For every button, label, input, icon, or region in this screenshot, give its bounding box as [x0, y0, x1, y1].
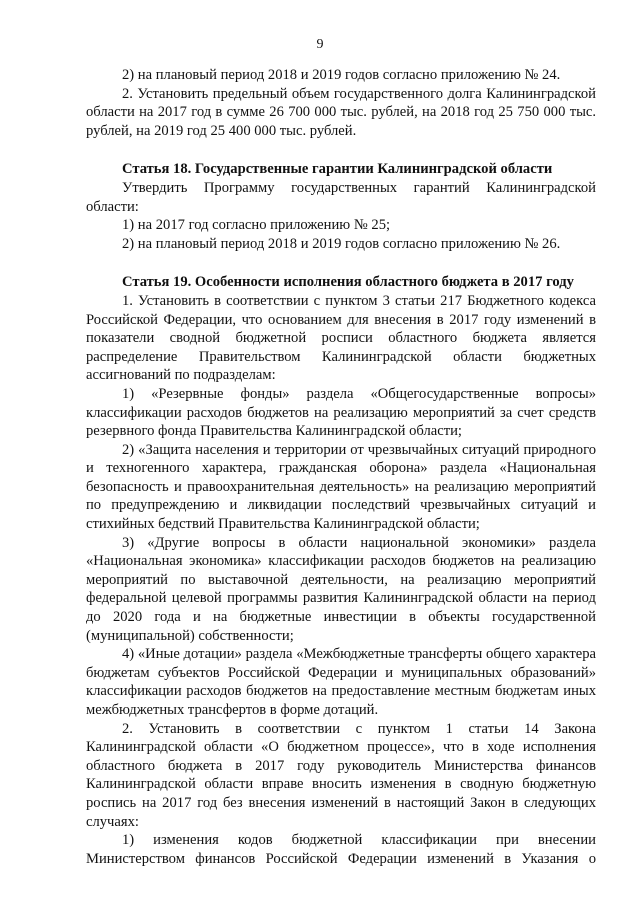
document-body — [86, 66, 596, 868]
article-heading: Статья 18. Государственные гарантии Калининградской области — [122, 161, 553, 178]
section-spacer — [86, 140, 596, 160]
article-heading: Статья 19. Особенности исполнения областного бюджета в 2017 году — [122, 274, 574, 291]
section-spacer — [86, 253, 596, 273]
paragraph: 2) на плановый период 2018 и 2019 годов согласно приложению № 24. — [122, 67, 561, 83]
paragraph: 4) «Иные дотации» раздела «Межбюджетные трансферты общего характера бюджетам субъектов Российской Федерации и муниципальных образований» классификации расходов бюджетов на предоставление местным бюджетам иных межбюджетных трансфертов в форме дотаций. — [86, 646, 596, 718]
page-number: 9 — [316, 37, 324, 52]
paragraph: 1) на 2017 год согласно приложению № 25; — [122, 217, 391, 234]
paragraph: 1) изменения кодов бюджетной классификации при внесении Министерством финансов Российской Федерации изменений в Указания о — [86, 832, 596, 867]
paragraph: 2. Установить предельный объем государственного долга Калининградской области на 2017 год в сумме 26 700 000 тыс. рублей, на 2018 год 25 750 000 тыс. рублей, на 2019 год 25 400 000 тыс. рублей. — [86, 85, 596, 139]
paragraph: 1) «Резервные фонды» раздела «Общегосударственные вопросы» классификации расходов бюджетов на реализацию мероприятий за счет средств резервного фонда Правительства Калининградской области; — [86, 385, 596, 440]
paragraph: 2) «Защита населения и территории от чрезвычайных ситуаций природного и техногенного характера, гражданская оборона» раздела «Национальная безопасность и правоохранительная деятельность» на реализацию мероприятий по предупреждению и ликвидации последствий чрезвычайных ситуаций и стихийных бедствий Правительства Калининградской области; — [86, 441, 596, 533]
paragraph: 3) «Другие вопросы в области национальной экономики» раздела «Национальная экономика» классификации расходов бюджетов на реализацию мероприятий по выставочной деятельности, на реализацию мероприятий федеральной целевой программы развития Калининградской области на период до 2020 года и на бюджетные инвестиции в объекты государственной (муниципальной) собственности; — [86, 534, 596, 644]
paragraph: 2. Установить в соответствии с пунктом 1 статьи 14 Закона Калининградской области «О бюджетном процессе», что в ходе исполнения областного бюджета в 2017 году руководитель Министерства финансов Калининградской области вправе вносить изменения в сводную бюджетную роспись на 2017 год без внесения изменений в настоящий Закон в следующих случаях: — [86, 720, 596, 830]
paragraph: 2) на плановый период 2018 и 2019 годов согласно приложению № 26. — [122, 235, 561, 252]
paragraph: 1. Установить в соответствии с пунктом 3 статьи 217 Бюджетного кодекса Российской Федерации, что основанием для внесения в 2017 году изменений в показатели сводной бюджетной росписи областного бюджета является распределение Правительством Калининградской области бюджетных ассигнований по подразделам: — [86, 292, 596, 384]
paragraph: Утвердить Программу государственных гарантий Калининградской области: — [86, 179, 596, 215]
